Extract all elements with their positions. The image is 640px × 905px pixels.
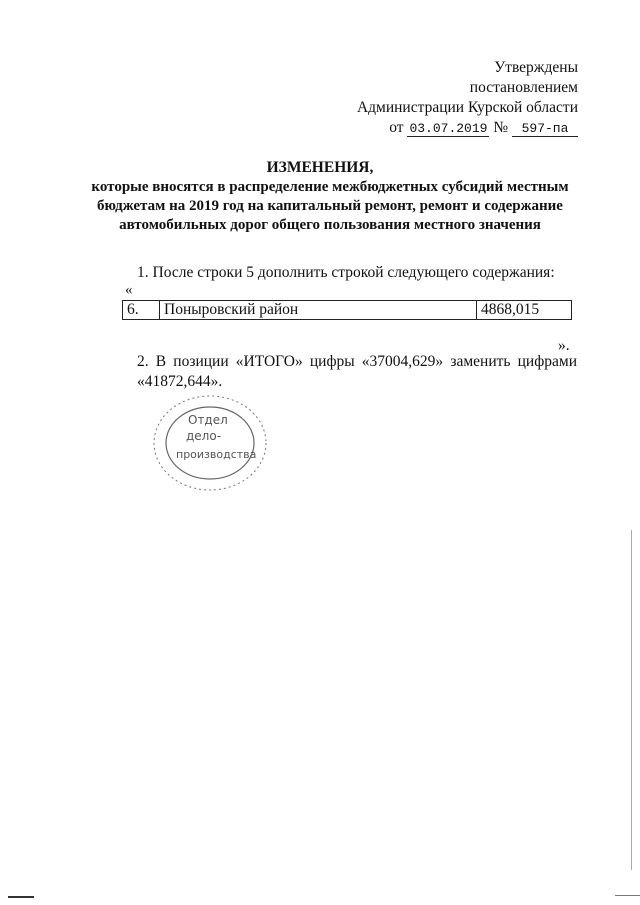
document-title: ИЗМЕНЕНИЯ, [266, 159, 374, 176]
table-row [123, 301, 572, 320]
number-prefix: № [493, 119, 509, 136]
item-1-text: 1. После строки 5 дополнить строкой следующего содержания: [137, 264, 555, 281]
scan-edge-line [631, 530, 632, 870]
approval-line-3: Администрации Курской области [356, 99, 578, 116]
approval-block [357, 58, 578, 138]
date-prefix: от [389, 119, 404, 136]
row-number-cell: 6. [123, 301, 160, 320]
row-value-cell: 4868,015 [477, 301, 572, 320]
scan-edge-mark [615, 895, 640, 896]
department-stamp [150, 392, 270, 494]
approval-line-1: Утверждены [494, 59, 578, 76]
stamp-line-2: дело- [186, 429, 222, 443]
document-subtitle: которые вносятся в распределение межбюджетных субсидий местным бюджетам на 2019 год на капитальный ремонт, ремонт и содержание автомобильных дорог общего пользования местного значения [91, 179, 569, 233]
approval-date: 03.07.2019 [409, 121, 488, 136]
inserted-row-table [122, 300, 572, 320]
row-name-cell: Поныровский район [160, 301, 477, 320]
approval-date-line [357, 118, 578, 138]
stamp-line-3: производства [176, 448, 257, 461]
quote-open: « [125, 282, 133, 298]
quote-close: ». [558, 337, 570, 354]
stamp-line-1: Отдел [188, 413, 228, 427]
scan-corner-mark [8, 896, 34, 898]
item-2-text: 2. В позиции «ИТОГО» цифры «37004,629» заменить цифрами «41872,644». [137, 353, 577, 390]
approval-number: 597-па [512, 121, 578, 137]
approval-line-2: постановлением [469, 79, 578, 96]
